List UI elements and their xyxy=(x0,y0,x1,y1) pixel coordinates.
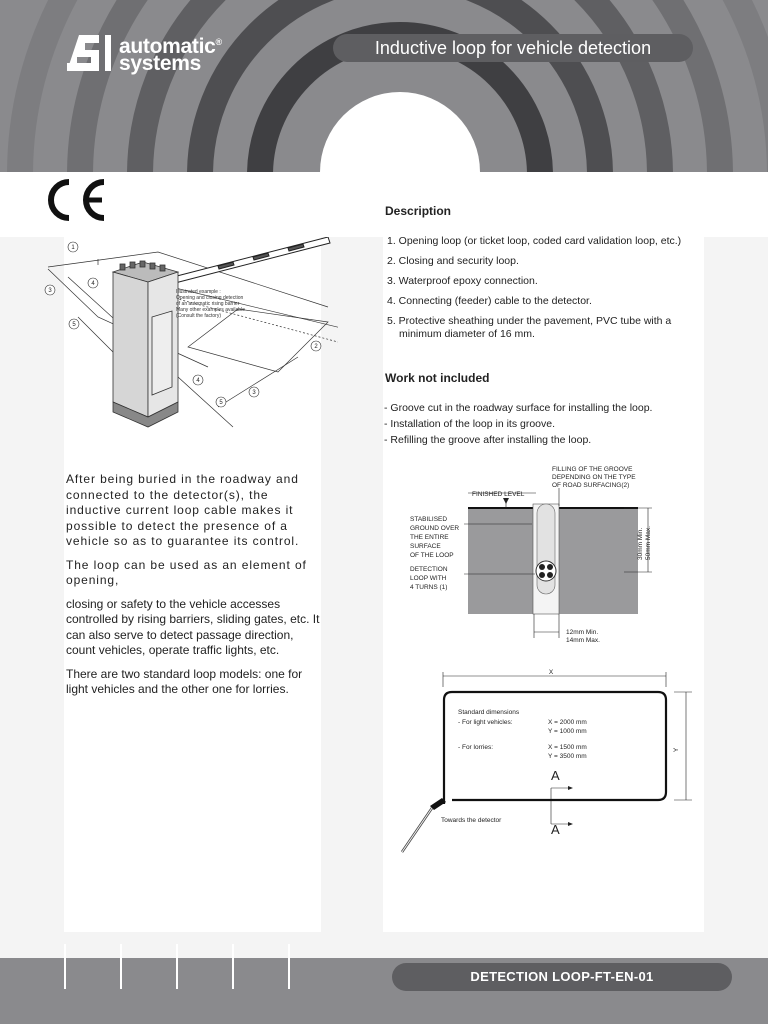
svg-text:Illustrated example :: Illustrated example : xyxy=(176,289,221,295)
paragraph: The loop can be used as an element of opening, xyxy=(66,557,307,587)
list-item: 1. Opening loop (or ticket loop, coded card validation loop, etc.) xyxy=(387,235,682,247)
svg-text:12mm Min.: 12mm Min. xyxy=(566,629,599,636)
paragraph: closing or safety to the vehicle accesses controlled by rising barriers, sliding gates, etc. It can also serve to detect passage direction, count vehicles, operate traffic lights, etc. xyxy=(66,596,320,657)
svg-text:2: 2 xyxy=(314,344,318,350)
svg-text:OF THE LOOP: OF THE LOOP xyxy=(410,552,454,559)
groove-section-drawing xyxy=(404,462,704,652)
intro-text xyxy=(66,472,320,706)
logo-wordmark: automatic® systems xyxy=(119,35,222,75)
svg-text:5: 5 xyxy=(219,400,223,406)
ce-mark-icon xyxy=(42,176,112,224)
svg-text:STABILISED: STABILISED xyxy=(410,516,448,523)
company-logo xyxy=(65,33,222,73)
svg-text:GROUND OVER: GROUND OVER xyxy=(410,525,460,532)
list-item: - Installation of the loop in its groove. xyxy=(384,418,556,430)
loop-plan-drawing xyxy=(396,662,696,862)
svg-text:30mm Min.: 30mm Min. xyxy=(637,527,644,560)
svg-text:3: 3 xyxy=(48,288,52,294)
svg-text:X = 2000 mm: X = 2000 mm xyxy=(548,719,587,726)
document-code: DETECTION LOOP-FT-EN-01 xyxy=(392,963,732,991)
wave-graphic xyxy=(0,0,768,172)
list-item: - Groove cut in the roadway surface for installing the loop. xyxy=(384,402,653,414)
svg-text:A: A xyxy=(551,768,560,783)
svg-text:(Consult the factory): (Consult the factory) xyxy=(176,313,222,319)
svg-text:Y = 1000 mm: Y = 1000 mm xyxy=(548,728,587,735)
svg-text:LOOP WITH: LOOP WITH xyxy=(410,575,447,582)
description-list xyxy=(385,235,705,348)
list-item: 4. Connecting (feeder) cable to the detector. xyxy=(387,295,592,307)
svg-text:THE ENTIRE: THE ENTIRE xyxy=(410,534,449,541)
footer-divider xyxy=(176,944,178,989)
page-title: Inductive loop for vehicle detection xyxy=(333,34,693,62)
svg-text:14mm Max.: 14mm Max. xyxy=(566,637,600,644)
work-not-included-list xyxy=(384,400,704,448)
paragraph: After being buried in the roadway and connected to the detector(s), the inductive current loop cable makes it possible to detect the presence of a vehicle so as to guarantee its control. xyxy=(66,472,300,548)
svg-text:X = 1500 mm: X = 1500 mm xyxy=(548,744,587,751)
svg-text:SURFACE: SURFACE xyxy=(410,543,441,550)
svg-text:1: 1 xyxy=(71,245,75,251)
svg-text:of an automatic rising barrier: of an automatic rising barrier xyxy=(176,301,240,307)
svg-text:DEPENDING ON THE TYPE: DEPENDING ON THE TYPE xyxy=(552,474,636,481)
work-not-included-heading: Work not included xyxy=(385,371,490,385)
svg-text:3: 3 xyxy=(252,390,256,396)
svg-text:FINISHED LEVEL: FINISHED LEVEL xyxy=(472,491,525,498)
svg-text:50mm Max.: 50mm Max. xyxy=(645,526,652,560)
list-item: 2. Closing and security loop. xyxy=(387,255,519,267)
svg-text:Y: Y xyxy=(673,747,680,753)
description-heading: Description xyxy=(385,204,452,218)
svg-text:Towards the detector: Towards the detector xyxy=(441,817,502,824)
svg-text:Many other examples available: Many other examples available xyxy=(176,307,245,313)
footer-divider xyxy=(232,944,234,989)
list-item: - Refilling the groove after installing the loop. xyxy=(384,434,592,446)
svg-text:- For light vehicles:: - For light vehicles: xyxy=(458,719,513,726)
svg-text:4: 4 xyxy=(196,378,200,384)
white-band xyxy=(0,172,768,237)
svg-text:X: X xyxy=(548,669,554,676)
svg-text:4: 4 xyxy=(91,281,95,287)
svg-text:A: A xyxy=(551,822,560,837)
svg-text:OF ROAD SURFACING(2): OF ROAD SURFACING(2) xyxy=(552,482,630,489)
svg-text:- For lorries:: - For lorries: xyxy=(458,744,494,751)
list-item: 5. Protective sheathing under the pavement, PVC tube with a minimum diameter of 16 mm. xyxy=(387,315,672,340)
header-banner xyxy=(0,0,768,172)
svg-text:Y = 3500 mm: Y = 3500 mm xyxy=(548,753,587,760)
svg-text:4 TURNS (1): 4 TURNS (1) xyxy=(410,584,448,591)
svg-text:Opening and closing detection: Opening and closing detection xyxy=(176,295,244,301)
svg-text:Standard dimensions: Standard dimensions xyxy=(458,709,520,716)
svg-text:5: 5 xyxy=(72,322,76,328)
barrier-illustration xyxy=(38,237,338,467)
callout-markers xyxy=(45,242,321,407)
footer-divider xyxy=(288,944,290,989)
footer-divider xyxy=(120,944,122,989)
logo-mark-icon xyxy=(65,33,113,73)
svg-text:DETECTION: DETECTION xyxy=(410,566,448,573)
paragraph: There are two standard loop models: one for light vehicles and the other one for lorries. xyxy=(66,666,303,696)
svg-text:FILLING OF THE GROOVE: FILLING OF THE GROOVE xyxy=(552,466,633,473)
list-item: 3. Waterproof epoxy connection. xyxy=(387,275,538,287)
footer-divider xyxy=(64,944,66,989)
